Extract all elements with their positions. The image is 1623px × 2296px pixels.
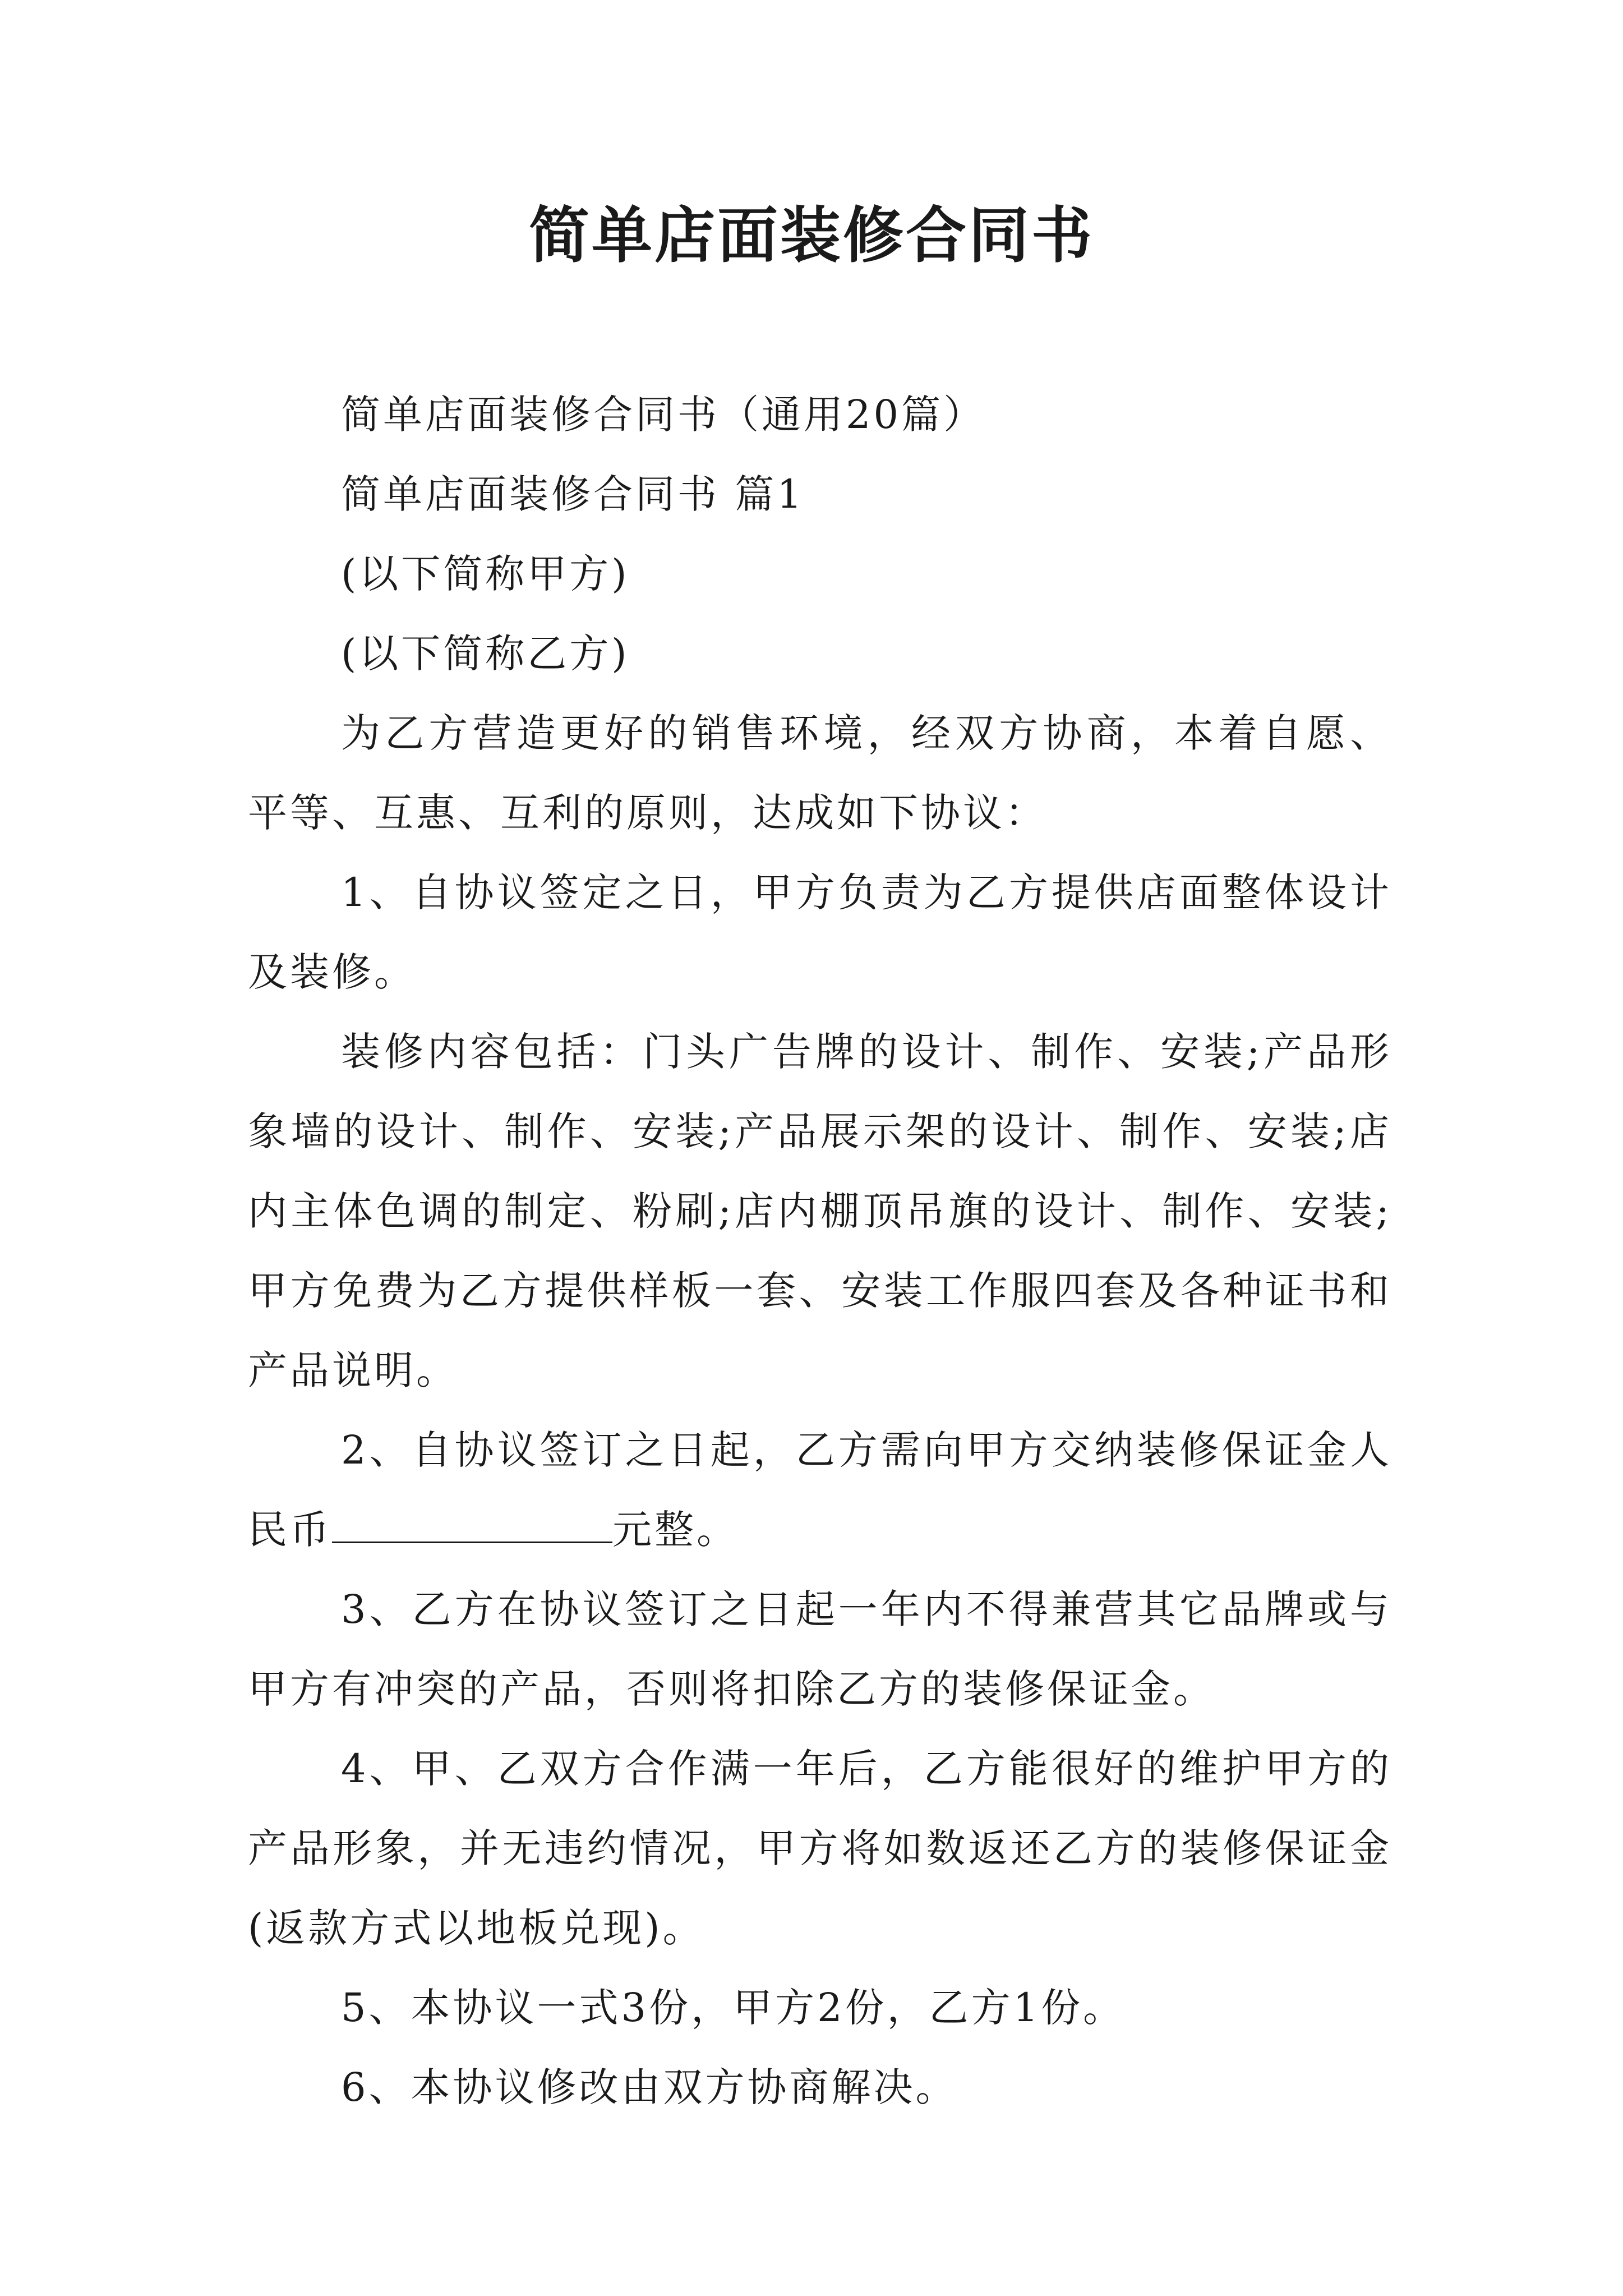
document-title: 简单店面装修合同书 [528,200,1094,271]
party-b-line: (以下简称乙方) [341,631,630,677]
intro-paragraph: 为乙方营造更好的销售环境，经双方协商，本着自愿、平等、互惠、互利的原则，达成如下协议： [248,710,1392,836]
clause-2-text: 2、自协议签订之日起，乙方需向甲方交纳装修保证金人民币 [248,1427,1392,1553]
clause-6: 6、本协议修改由双方协商解决。 [341,2064,958,2110]
clause-2-suffix: 元整。 [612,1507,739,1553]
document-subtitle: 简单店面装修合同书（通用20篇） [341,392,986,438]
amount-blank [332,1507,612,1543]
clause-4: 4、甲、乙双方合作满一年后，乙方能很好的维护甲方的产品形象，并无违约情况，甲方将如数返还乙方的装修保证金(返款方式以地板兑现)。 [248,1746,1392,1951]
clause-5: 5、本协议一式3份，甲方2份，乙方1份。 [341,1985,1126,2031]
clause-1-detail: 装修内容包括：门头广告牌的设计、制作、安装;产品形象墙的设计、制作、安装;产品展示架的设计、制作、安装;店内主体色调的制定、粉刷;店内棚顶吊旗的设计、制作、安装;甲方免费为乙方提供样板一套、安装工作服四套及各种证书和产品说明。 [248,1029,1392,1393]
clause-2 [248,1410,1392,1570]
clause-1: 1、自协议签定之日，甲方负责为乙方提供店面整体设计及装修。 [248,869,1392,995]
document-body [248,375,1392,2127]
clause-3: 3、乙方在协议签订之日起一年内不得兼营其它品牌或与甲方有冲突的产品，否则将扣除乙方的装修保证金。 [248,1586,1392,1712]
party-a-line: (以下简称甲方) [341,551,630,597]
section-heading: 简单店面装修合同书 篇1 [341,471,805,517]
